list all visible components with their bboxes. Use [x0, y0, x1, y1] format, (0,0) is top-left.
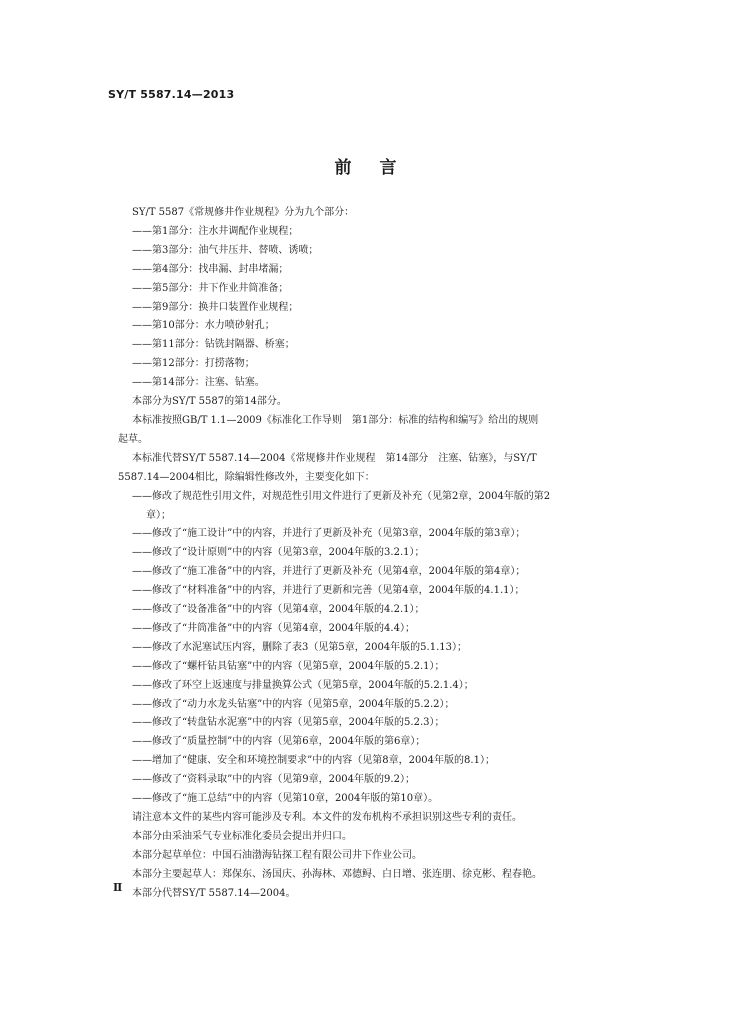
list-item: ——修改了“施工总结”中的内容（见第10章，2004年版的第10章）。	[132, 793, 439, 805]
list-item: ——第14部分：注塞、钻塞。	[132, 377, 265, 389]
page-title	[0, 153, 731, 178]
list-item: ——修改了“材料准备”中的内容，并进行了更新和完善（见第4章，2004年版的4.1.1）；	[132, 585, 525, 597]
intro-paragraph: SY/T 5587《常规修井作业规程》分为九个部分：	[132, 207, 355, 218]
changes-list	[118, 488, 638, 809]
list-item: ——第3部分：油气井压井、替喷、诱喷；	[132, 244, 319, 256]
main-drafters: 本部分主要起草人：郑保东、汤国庆、孙海林、邓德鲟、白日增、张连朋、徐克彬、程春艳。	[132, 868, 542, 880]
list-item: ——修改了“施工准备”中的内容，并进行了更新及补充（见第4章，2004年版的第4章）；	[132, 566, 526, 578]
drafted-paragraph-line1: 本标准按照GB/T 1.1—2009《标准化工作导则 第1部分：标准的结构和编写》给出的规则	[132, 414, 539, 426]
list-item: ——第4部分：找串漏、封串堵漏；	[132, 263, 289, 275]
this-part-paragraph: 本部分为SY/T 5587的第14部分。	[132, 396, 287, 408]
foreword-body	[118, 204, 638, 904]
list-item: ——修改了“资料录取”中的内容（见第9章，2004年版的9.2）；	[132, 774, 415, 786]
list-item: ——第5部分：井下作业井筒准备；	[132, 282, 289, 294]
list-item: ——第11部分：钻铣封隔器、桥塞；	[132, 339, 295, 351]
list-item: ——第1部分：注水井调配作业规程；	[132, 225, 299, 237]
list-item: ——修改了环空上返速度与排量换算公式（见第5章，2004年版的5.2.1.4）；	[132, 679, 474, 691]
replace-paragraph-line1: 本标准代替SY/T 5587.14—2004《常规修井作业规程 第14部分 注塞、钻塞》，与SY/T	[132, 452, 537, 464]
list-item-continuation: 章）；	[146, 509, 171, 521]
list-item: ——修改了“设计原则”中的内容（见第3章，2004年版的3.2.1）；	[132, 547, 425, 559]
proposer-statement: 本部分由采油采气专业标准化委员会提出并归口。	[132, 830, 352, 842]
list-item: ——修改了“质量控制”中的内容（见第6章，2004年版的第6章）；	[132, 736, 426, 748]
list-item: ——修改了规范性引用文件，对规范性引用文件进行了更新及补充（见第2章，2004年版的第2	[132, 490, 551, 502]
document-code-header: SY/T 5587.14—2013	[108, 88, 235, 101]
replacement-statement: 本部分代替SY/T 5587.14—2004。	[132, 887, 296, 899]
list-item: ——修改了“转盘钻水泥塞”中的内容（见第5章，2004年版的5.2.3）；	[132, 717, 445, 729]
patent-notice: 请注意本文件的某些内容可能涉及专利。本文件的发布机构不承担识别这些专利的责任。	[132, 812, 522, 823]
list-item: ——第10部分：水力喷砂射孔；	[132, 320, 275, 332]
list-item: ——修改了“施工设计”中的内容，并进行了更新及补充（见第3章，2004年版的第3章）；	[132, 528, 526, 540]
drafting-organization: 本部分起草单位：中国石油渤海钻探工程有限公司井下作业公司。	[132, 849, 422, 861]
list-item: ——第12部分：打捞落物；	[132, 358, 255, 370]
parts-list	[118, 223, 638, 393]
title-char-1: 前	[334, 158, 352, 178]
replace-paragraph-line2: 5587.14—2004相比，除编辑性修改外，主要变化如下：	[118, 471, 375, 483]
list-item: ——修改了“动力水龙头钻塞”中的内容（见第5章，2004年版的5.2.2）；	[132, 698, 455, 710]
list-item: ——修改了“井筒准备”中的内容（见第4章，2004年版的4.4）；	[132, 622, 415, 634]
list-item: ——修改了“设备准备”中的内容（见第4章，2004年版的4.2.1）；	[132, 604, 425, 616]
page-number: Ⅱ	[113, 881, 123, 894]
list-item: ——增加了“健康、安全和环境控制要求”中的内容（见第8章，2004年版的8.1）；	[132, 755, 495, 767]
list-item: ——修改了“螺杆钻具钻塞”中的内容（见第5章，2004年版的5.2.1）；	[132, 660, 445, 672]
drafted-paragraph-line2: 起草。	[118, 433, 148, 445]
list-item: ——第9部分：换井口装置作业规程；	[132, 301, 299, 313]
title-char-2: 言	[379, 158, 397, 178]
list-item: ——修改了水泥塞试压内容，删除了表3（见第5章，2004年版的5.1.13）；	[132, 641, 467, 653]
